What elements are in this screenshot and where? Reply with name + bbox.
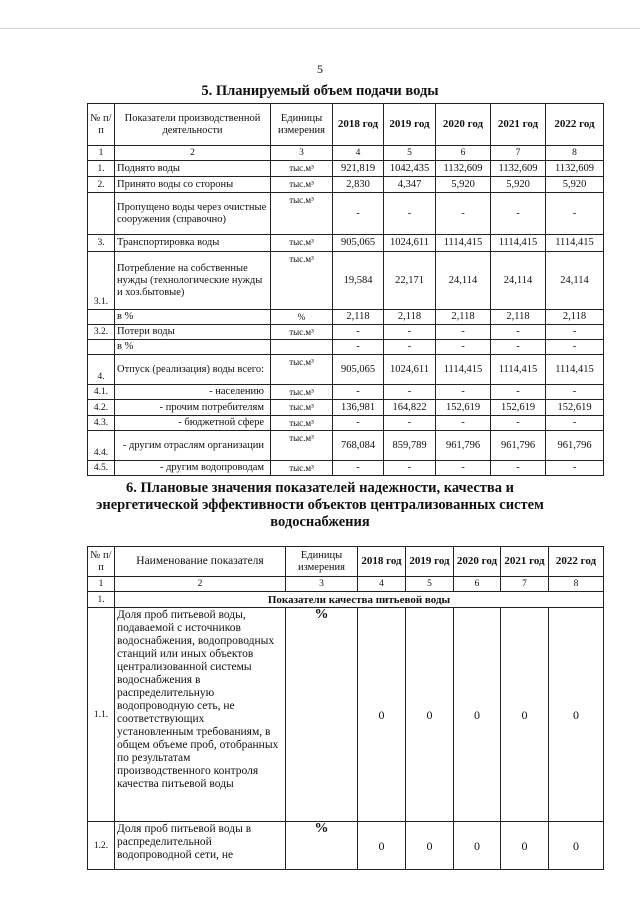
row-value: -: [546, 193, 604, 235]
quality-indicators-table: [87, 546, 604, 870]
row-num: 4.3.: [88, 416, 115, 431]
row-value: -: [384, 193, 436, 235]
row-num: 1.2.: [88, 822, 115, 870]
table-row: [88, 177, 604, 193]
row-value: 0: [406, 608, 454, 822]
page-number: 5: [317, 62, 323, 76]
row-name: Пропущено воды через очистные сооружения (справочно): [115, 193, 271, 235]
row-value: -: [436, 193, 491, 235]
header-year: 2022 год: [549, 547, 604, 577]
row-num: 4.4.: [88, 431, 115, 461]
header-year: 2019 год: [384, 104, 436, 146]
row-value: -: [546, 340, 604, 355]
row-num: [88, 340, 115, 355]
table-row: [88, 310, 604, 325]
row-name: Доля проб питьевой воды, подаваемой с источников водоснабжения, водопроводных станций или иных объектов централизованной системы водоснабжения в распределительную водопроводную сеть, не соответствующих установленным требованиям, в общем объеме проб, отобранных по результатам производственного контроля качества питьевой воды: [115, 608, 286, 822]
index-cell: 2: [115, 577, 286, 592]
row-unit: тыс.м³: [271, 355, 333, 385]
section6-title: [0, 480, 640, 531]
row-name: Принято воды со стороны: [115, 177, 271, 193]
row-value: -: [491, 193, 546, 235]
row-unit: тыс.м³: [271, 461, 333, 476]
row-value: 152,619: [436, 400, 491, 416]
table-row: [88, 822, 604, 870]
header-year: 2018 год: [333, 104, 384, 146]
row-num: [88, 193, 115, 235]
row-name: Доля проб питьевой воды в распределительной водопроводной сети, не: [115, 822, 286, 870]
row-value: -: [333, 416, 384, 431]
row-value: 2,118: [546, 310, 604, 325]
row-unit: тыс.м³: [271, 161, 333, 177]
row-value: 961,796: [546, 431, 604, 461]
header-year: 2020 год: [454, 547, 501, 577]
row-value: 1132,609: [491, 161, 546, 177]
header-unit: Единицы измерения: [271, 104, 333, 146]
section6-title-line3: водоснабжения: [270, 514, 370, 530]
row-value: -: [333, 325, 384, 340]
row-name: - другим отраслям организации: [115, 431, 271, 461]
row-value: 1114,415: [491, 355, 546, 385]
table-row: [88, 340, 604, 355]
row-value: 1114,415: [546, 235, 604, 252]
row-num: 4.2.: [88, 400, 115, 416]
table-row: [88, 355, 604, 385]
index-cell: 6: [436, 146, 491, 161]
index-cell: 3: [286, 577, 358, 592]
header-year: 2022 год: [546, 104, 604, 146]
section6-title-line1: 6. Плановые значения показателей надежности, качества и: [126, 480, 514, 496]
row-value: 24,114: [491, 252, 546, 310]
row-value: -: [546, 416, 604, 431]
row-value: 22,171: [384, 252, 436, 310]
row-value: 859,789: [384, 431, 436, 461]
index-cell: 5: [384, 146, 436, 161]
row-value: -: [491, 416, 546, 431]
row-value: 24,114: [436, 252, 491, 310]
header-unit: Единицы измерения: [286, 547, 358, 577]
header-year: 2019 год: [406, 547, 454, 577]
row-value: 0: [358, 608, 406, 822]
row-value: 2,830: [333, 177, 384, 193]
row-unit: тыс.м³: [271, 325, 333, 340]
water-supply-table: [87, 103, 604, 476]
row-value: 1024,611: [384, 235, 436, 252]
row-value: 152,619: [546, 400, 604, 416]
row-name: - другим водопроводам: [115, 461, 271, 476]
index-cell: 7: [501, 577, 549, 592]
row-value: 0: [358, 822, 406, 870]
row-value: 1042,435: [384, 161, 436, 177]
row-value: 5,920: [436, 177, 491, 193]
row-value: -: [546, 385, 604, 400]
table-row: [88, 431, 604, 461]
row-value: 2,118: [333, 310, 384, 325]
row-name: - прочим потребителям: [115, 400, 271, 416]
row-unit: %: [271, 310, 333, 325]
row-value: -: [384, 340, 436, 355]
row-value: -: [436, 385, 491, 400]
header-year: 2021 год: [491, 104, 546, 146]
row-unit: тыс.м³: [271, 193, 333, 235]
row-unit: тыс.м³: [271, 400, 333, 416]
group-row: [88, 592, 604, 608]
index-cell: 4: [358, 577, 406, 592]
row-value: 1132,609: [436, 161, 491, 177]
row-value: -: [384, 416, 436, 431]
row-value: -: [384, 325, 436, 340]
row-value: 0: [454, 608, 501, 822]
header-year: 2020 год: [436, 104, 491, 146]
row-value: 1114,415: [491, 235, 546, 252]
row-name: Потери воды: [115, 325, 271, 340]
row-value: 0: [406, 822, 454, 870]
row-name: Транспортировка воды: [115, 235, 271, 252]
index-cell: 2: [115, 146, 271, 161]
row-value: 0: [549, 608, 604, 822]
row-value: 152,619: [491, 400, 546, 416]
row-value: 1132,609: [546, 161, 604, 177]
row-value: -: [436, 416, 491, 431]
table-row: [88, 461, 604, 476]
section5-title: 5. Планируемый объем подачи воды: [201, 83, 439, 99]
row-value: -: [436, 340, 491, 355]
row-num: 3.1.: [88, 252, 115, 310]
row-name: - бюджетной сфере: [115, 416, 271, 431]
row-unit: тыс.м³: [271, 431, 333, 461]
row-value: -: [333, 461, 384, 476]
row-value: 1114,415: [436, 235, 491, 252]
row-value: -: [333, 340, 384, 355]
index-cell: 8: [549, 577, 604, 592]
row-name: в %: [115, 310, 271, 325]
table-row: [88, 235, 604, 252]
row-num: 4.1.: [88, 385, 115, 400]
index-cell: 1: [88, 146, 115, 161]
row-unit: %: [286, 608, 358, 822]
row-unit: тыс.м³: [271, 252, 333, 310]
row-value: 905,065: [333, 355, 384, 385]
row-unit: [271, 340, 333, 355]
row-unit: тыс.м³: [271, 416, 333, 431]
row-value: 4,347: [384, 177, 436, 193]
row-value: 19,584: [333, 252, 384, 310]
row-name: - населению: [115, 385, 271, 400]
header-indicator: Показатели производственной деятельности: [115, 104, 271, 146]
row-value: 961,796: [491, 431, 546, 461]
row-value: 164,822: [384, 400, 436, 416]
row-value: -: [436, 325, 491, 340]
section6-title-line2: энергетической эффективности объектов централизованных систем: [96, 497, 544, 513]
page-top-rule: [0, 28, 640, 29]
row-num: 2.: [88, 177, 115, 193]
row-value: -: [546, 461, 604, 476]
row-value: 5,920: [491, 177, 546, 193]
row-num: 1.1.: [88, 608, 115, 822]
header-year: 2018 год: [358, 547, 406, 577]
row-value: -: [333, 385, 384, 400]
row-name: Поднято воды: [115, 161, 271, 177]
index-cell: 5: [406, 577, 454, 592]
table-row: [88, 385, 604, 400]
row-value: 2,118: [491, 310, 546, 325]
row-value: -: [491, 385, 546, 400]
row-value: -: [384, 461, 436, 476]
index-cell: 4: [333, 146, 384, 161]
row-value: 5,920: [546, 177, 604, 193]
row-value: 1114,415: [546, 355, 604, 385]
row-num: 4.5.: [88, 461, 115, 476]
table-row: [88, 416, 604, 431]
row-value: 24,114: [546, 252, 604, 310]
row-unit: %: [286, 822, 358, 870]
table-row: [88, 400, 604, 416]
row-num: [88, 310, 115, 325]
row-num: 1.: [88, 161, 115, 177]
row-value: 2,118: [436, 310, 491, 325]
index-cell: 6: [454, 577, 501, 592]
table-row: [88, 161, 604, 177]
row-value: 136,981: [333, 400, 384, 416]
row-value: -: [491, 461, 546, 476]
row-value: -: [333, 193, 384, 235]
row-value: 1114,415: [436, 355, 491, 385]
row-value: -: [436, 461, 491, 476]
row-value: -: [491, 340, 546, 355]
row-value: 0: [549, 822, 604, 870]
table-row: [88, 608, 604, 822]
row-value: 1024,611: [384, 355, 436, 385]
row-unit: тыс.м³: [271, 385, 333, 400]
header-indicator: Наименование показателя: [115, 547, 286, 577]
header-num: № п/п: [88, 104, 115, 146]
row-unit: тыс.м³: [271, 235, 333, 252]
group-title: Показатели качества питьевой воды: [115, 592, 604, 608]
row-value: 0: [501, 608, 549, 822]
row-unit: тыс.м³: [271, 177, 333, 193]
row-name: Потребление на собственные нужды (технологические нужды и хоз.бытовые): [115, 252, 271, 310]
table-row: [88, 252, 604, 310]
index-cell: 7: [491, 146, 546, 161]
row-value: 0: [501, 822, 549, 870]
row-name: в %: [115, 340, 271, 355]
row-value: 0: [454, 822, 501, 870]
row-num: 4.: [88, 355, 115, 385]
row-value: 905,065: [333, 235, 384, 252]
row-value: -: [384, 385, 436, 400]
index-cell: 8: [546, 146, 604, 161]
row-num: 3.2.: [88, 325, 115, 340]
row-value: 768,084: [333, 431, 384, 461]
index-cell: 3: [271, 146, 333, 161]
table-row: [88, 193, 604, 235]
header-num: № п/п: [88, 547, 115, 577]
row-value: -: [546, 325, 604, 340]
row-name: Отпуск (реализация) воды всего:: [115, 355, 271, 385]
row-value: 921,819: [333, 161, 384, 177]
row-num: 3.: [88, 235, 115, 252]
group-num: 1.: [88, 592, 115, 608]
header-year: 2021 год: [501, 547, 549, 577]
row-value: 2,118: [384, 310, 436, 325]
row-value: 961,796: [436, 431, 491, 461]
table-row: [88, 325, 604, 340]
row-value: -: [491, 325, 546, 340]
index-cell: 1: [88, 577, 115, 592]
